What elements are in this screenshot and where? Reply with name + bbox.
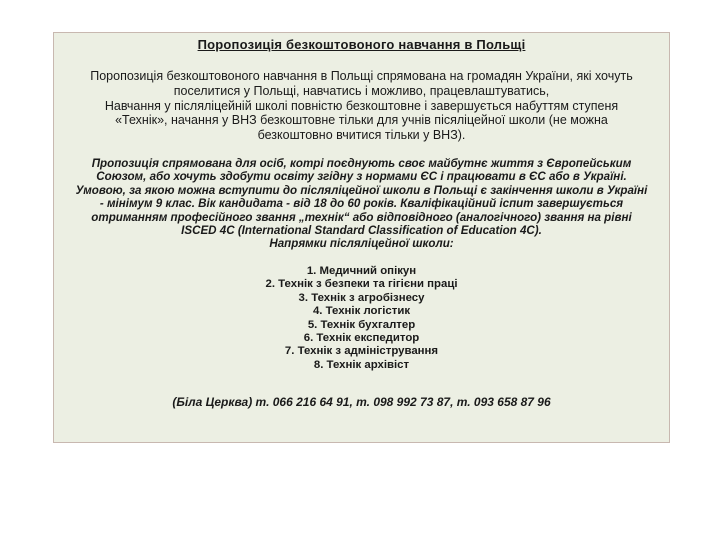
document-card bbox=[53, 32, 670, 443]
list-item: 6. Технік експедитор bbox=[303, 332, 420, 345]
list-item: 4. Технік логістик bbox=[312, 305, 411, 318]
list-item: 1. Медичний опікун bbox=[306, 265, 417, 277]
proposal-line: отриманням професійного звання „технік“ або відповідного (аналогічного) звання на рівні bbox=[91, 210, 632, 224]
intro-line: «Технік», начання у ВНЗ безкоштовне тільки для учнів пісяліцейної школи (не можна bbox=[115, 113, 608, 128]
proposal-paragraph bbox=[58, 157, 665, 251]
intro-line: безкоштовно вчитися тільки у ВНЗ). bbox=[257, 128, 466, 143]
intro-line: поселитися у Польщі, навчатись і можливо, працевлаштуватись, bbox=[173, 83, 550, 98]
proposal-line: Умовою, за якою можна вступити до післяліцейної школи в Польщі є закінчення школи в Україні bbox=[75, 183, 648, 197]
intro-paragraph bbox=[60, 69, 663, 143]
proposal-line: Пропозиція спрямована для осіб, котрі поєднують своє майбутнє життя з Європейським bbox=[91, 157, 632, 170]
contact-phones: (Біла Церква) т. 066 216 64 91, т. 098 992 73 87, т. 093 658 87 96 bbox=[172, 395, 551, 409]
list-item: 8. Технік архівіст bbox=[313, 358, 410, 371]
document-title: Поропозиція безкоштовоного навчання в Польщі bbox=[197, 37, 526, 52]
intro-line: Поропозиція безкоштовоного навчання в Польщі спрямована на громадян України, які хочуть bbox=[90, 69, 633, 83]
directions-list bbox=[54, 265, 669, 372]
list-item: 2. Технік з безпеки та гігієни праці bbox=[265, 278, 458, 291]
proposal-line: ISCED 4C (International Standard Classification of Education 4C). bbox=[181, 224, 542, 238]
list-item: 3. Технік з агробізнесу bbox=[298, 291, 425, 304]
list-item: 5. Технік бухгалтер bbox=[307, 318, 416, 331]
proposal-line: Союзом, або хочуть здобути освіту згідну з нормами ЄС і працювати в ЄС або в Україні. bbox=[96, 170, 627, 184]
list-item: 7. Технік з адміністрування bbox=[284, 345, 439, 358]
intro-line: Навчання у післяліцейній школі повністю безкоштовне і завершується набуттям ступеня bbox=[104, 98, 619, 113]
proposal-line: - мінімум 9 клас. Вік кандидата - від 18 до 60 років. Кваліфікаційний іспит завершується bbox=[99, 197, 624, 211]
directions-heading: Напрямки післяліцейної школи: bbox=[269, 237, 454, 251]
